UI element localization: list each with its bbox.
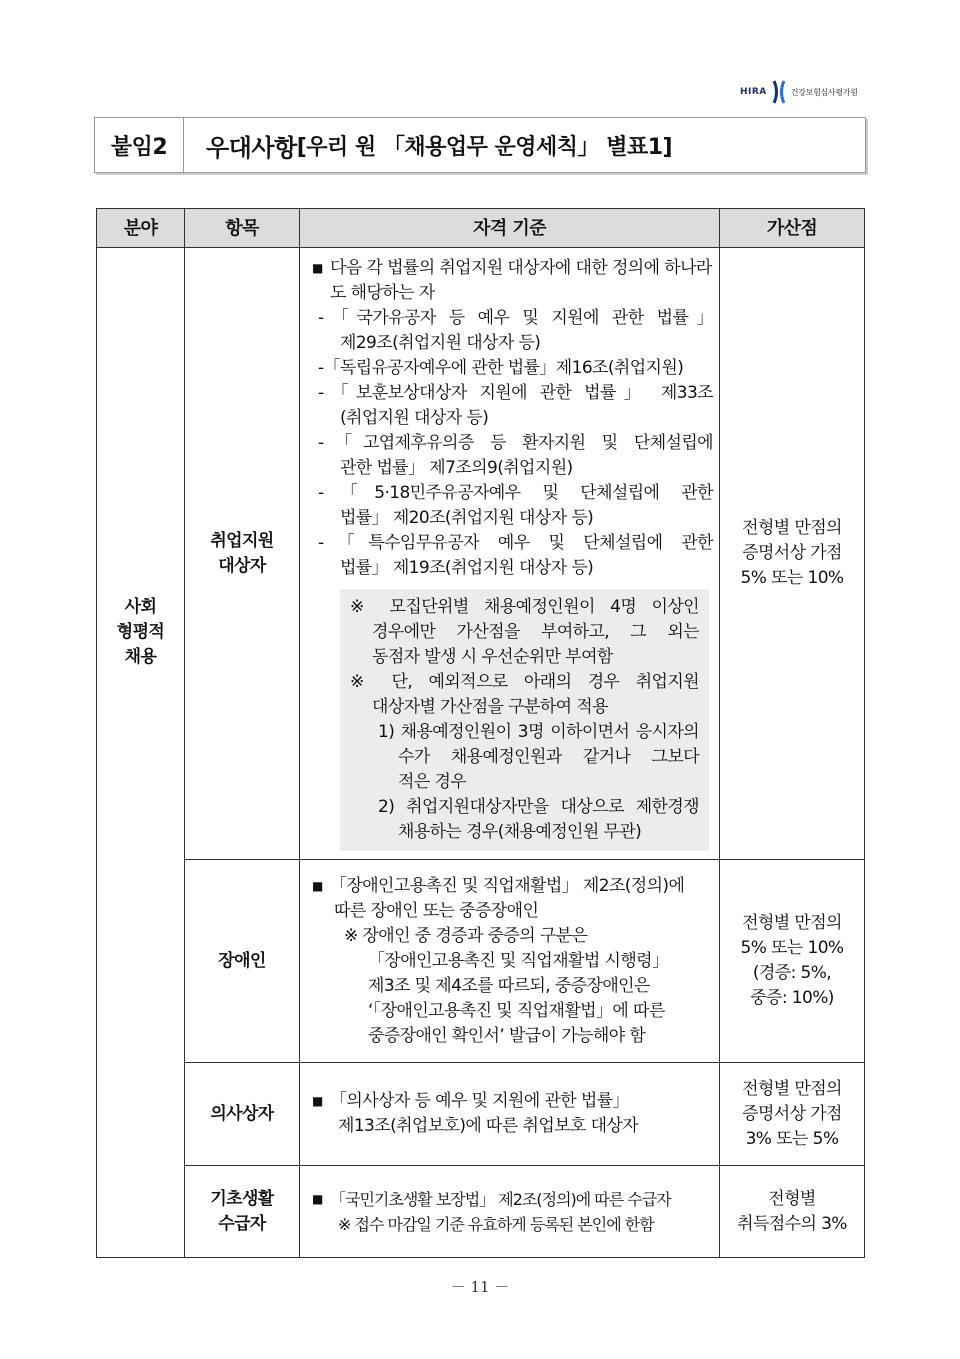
item-line: 장애인 — [218, 950, 266, 971]
item-line: 수급자 — [218, 1213, 266, 1234]
points-line: 5% 또는 10% — [740, 938, 844, 958]
note-line: 적은 경우 — [398, 772, 467, 792]
table-row — [97, 1063, 865, 1166]
title-main: 우대사항 — [206, 133, 297, 162]
item-cell — [185, 1166, 300, 1258]
note-line: 수가 채용예정인원과 같거나 그보다 — [398, 747, 699, 767]
points-line: 3% 또는 5% — [745, 1128, 839, 1149]
item-cell — [185, 248, 300, 860]
logo-name: 건강보험심사평가원 — [790, 87, 858, 97]
note-line: 경우에만 가산점을 부여하고, 그 외는 — [372, 622, 699, 642]
note-line: 제3조 및 제4조를 따르되, 중증장애인은 — [368, 975, 650, 996]
header-item: 항목 — [185, 209, 300, 248]
item-line: 대상자 — [218, 555, 266, 576]
law-line: -「국가유공자 등 예우 및 지원에 관한 법률」 — [318, 308, 713, 328]
note-line: 동점자 발생 시 우선순위만 부여함 — [372, 647, 613, 667]
note-line: 채용하는 경우(채용예정인원 무관) — [398, 822, 642, 842]
note-line: 1) 채용예정인원이 3명 이하이면서 응시자의 — [378, 722, 699, 742]
note-line: 「장애인고용촉진 및 직업재활법 시행령」 — [368, 950, 669, 971]
preference-table — [96, 208, 865, 1258]
bullet-text — [330, 1089, 638, 1139]
criteria-bullet — [312, 256, 713, 306]
bullet-line: 「국민기초생활 보장법」 제2조(정의)에 따른 수급자 — [330, 1189, 671, 1209]
item-line: 의사상자 — [210, 1103, 274, 1124]
note-line: 대상자별 가산점을 구분하여 적용 — [372, 697, 608, 717]
note-line: ※ 모집단위별 채용예정인원이 4명 이상인 — [350, 597, 699, 617]
law-line: -「보훈보상대상자 지원에 관한 법률」 제33조 — [318, 383, 713, 403]
page-number: － 11 － — [450, 1278, 510, 1296]
bullet-line: 따른 장애인 또는 중증장애인 — [334, 900, 539, 921]
page-title — [184, 118, 865, 172]
bullet-line: 「의사상자 등 예우 및 지원에 관한 법률」 — [330, 1091, 629, 1111]
points-line: 전형별 만점의 — [742, 913, 842, 933]
points-line: 중증: 10%) — [750, 988, 834, 1008]
logo-abbr: HIRA — [740, 87, 767, 97]
note-line: ‘「장애인고용촉진 및 직업재활법」에 따른 — [368, 1000, 665, 1021]
item-cell — [185, 1063, 300, 1166]
category-line: 채용 — [124, 646, 157, 667]
attachment-label: 붙임2 — [95, 118, 184, 172]
points-line: 5% 또는 10% — [740, 568, 844, 588]
criteria-cell — [300, 1166, 720, 1258]
header-field: 분야 — [97, 209, 185, 248]
title-box — [94, 117, 866, 173]
points-line: 전형별 만점의 — [742, 1078, 842, 1099]
category-cell — [97, 248, 185, 1258]
note-line: 중증장애인 확인서’ 발급이 가능해야 함 — [368, 1025, 646, 1046]
header-points: 가산점 — [720, 209, 865, 248]
note-line: ※ 장애인 중 경증과 중증의 구분은 — [344, 925, 588, 946]
bullet-line: 「장애인고용촉진 및 직업재활법」 제2조(정의)에 — [330, 875, 685, 896]
points-cell — [720, 248, 865, 860]
points-line: 전형별 만점의 — [742, 518, 842, 538]
points-line: 증명서상 가점 — [742, 543, 842, 563]
hira-x-logo-icon — [771, 80, 787, 104]
square-bullet-icon: ■ — [312, 1191, 323, 1206]
law-line: 법률」 제20조(취업지원 대상자 등) — [340, 508, 594, 528]
law-line: -「5·18민주유공자예우 및 단체설립에 관한 — [318, 483, 713, 503]
category-line: 사회 — [124, 596, 157, 617]
criteria-bullet — [312, 874, 713, 924]
points-cell — [720, 860, 865, 1063]
points-line: 증명서상 가점 — [742, 1103, 842, 1124]
square-bullet-icon: ■ — [312, 261, 323, 275]
law-line: -「고엽제후유의증 등 환자지원 및 단체설립에 — [318, 433, 713, 453]
law-line: (취업지원 대상자 등) — [340, 408, 489, 428]
table-row — [97, 248, 865, 860]
square-bullet-icon: ■ — [312, 878, 323, 893]
bullet-line: 제13조(취업보호)에 따른 취업보호 대상자 — [338, 1116, 639, 1136]
table-row — [97, 1166, 865, 1258]
square-bullet-icon: ■ — [312, 1094, 323, 1108]
bullet-text — [330, 874, 684, 924]
header-criteria: 자격 기준 — [300, 209, 720, 248]
bullet-text — [330, 1187, 671, 1237]
criteria-bullet — [312, 1089, 713, 1139]
points-line: 취득점수의 3% — [737, 1213, 847, 1234]
criteria-cell — [300, 1063, 720, 1166]
points-cell — [720, 1166, 865, 1258]
item-line: 취업지원 — [210, 530, 274, 551]
points-line: (경증: 5%, — [752, 963, 832, 983]
note-box — [340, 589, 709, 851]
note-line: 2) 취업지원대상자만을 대상으로 제한경쟁 — [378, 797, 699, 817]
bullet-text: 다음 각 법률의 취업지원 대상자에 대한 정의에 하나라도 해당하는 자 — [330, 258, 712, 303]
item-line: 기초생활 — [210, 1188, 274, 1209]
points-line: 전형별 — [768, 1188, 816, 1209]
law-line: 관한 법률」 제7조의9(취업지원) — [340, 458, 573, 478]
table-header-row — [97, 209, 865, 248]
law-line: -「특수임무유공자 예우 및 단체설립에 관한 — [318, 533, 713, 553]
law-line: 제29조(취업지원 대상자 등) — [340, 333, 541, 353]
bullet-line: ※ 접수 마감일 기준 유효하게 등록된 본인에 한함 — [338, 1214, 654, 1234]
criteria-bullet — [312, 1187, 713, 1237]
category-line: 형평적 — [116, 621, 165, 642]
law-line: 법률」 제19조(취업지원 대상자 등) — [340, 558, 594, 578]
points-cell — [720, 1063, 865, 1166]
item-cell — [185, 860, 300, 1063]
hira-logo — [740, 80, 858, 104]
criteria-cell — [300, 860, 720, 1063]
criteria-cell — [300, 248, 720, 860]
title-sub: [우리 원 「채용업무 운영세칙」 별표1] — [296, 134, 673, 160]
table-row — [97, 860, 865, 1063]
note-line: ※ 단, 예외적으로 아래의 경우 취업지원 — [350, 672, 699, 692]
law-list — [312, 306, 713, 581]
note-list — [312, 924, 713, 1049]
law-line: -「독립유공자예우에 관한 법률」제16조(취업지원) — [318, 358, 684, 378]
